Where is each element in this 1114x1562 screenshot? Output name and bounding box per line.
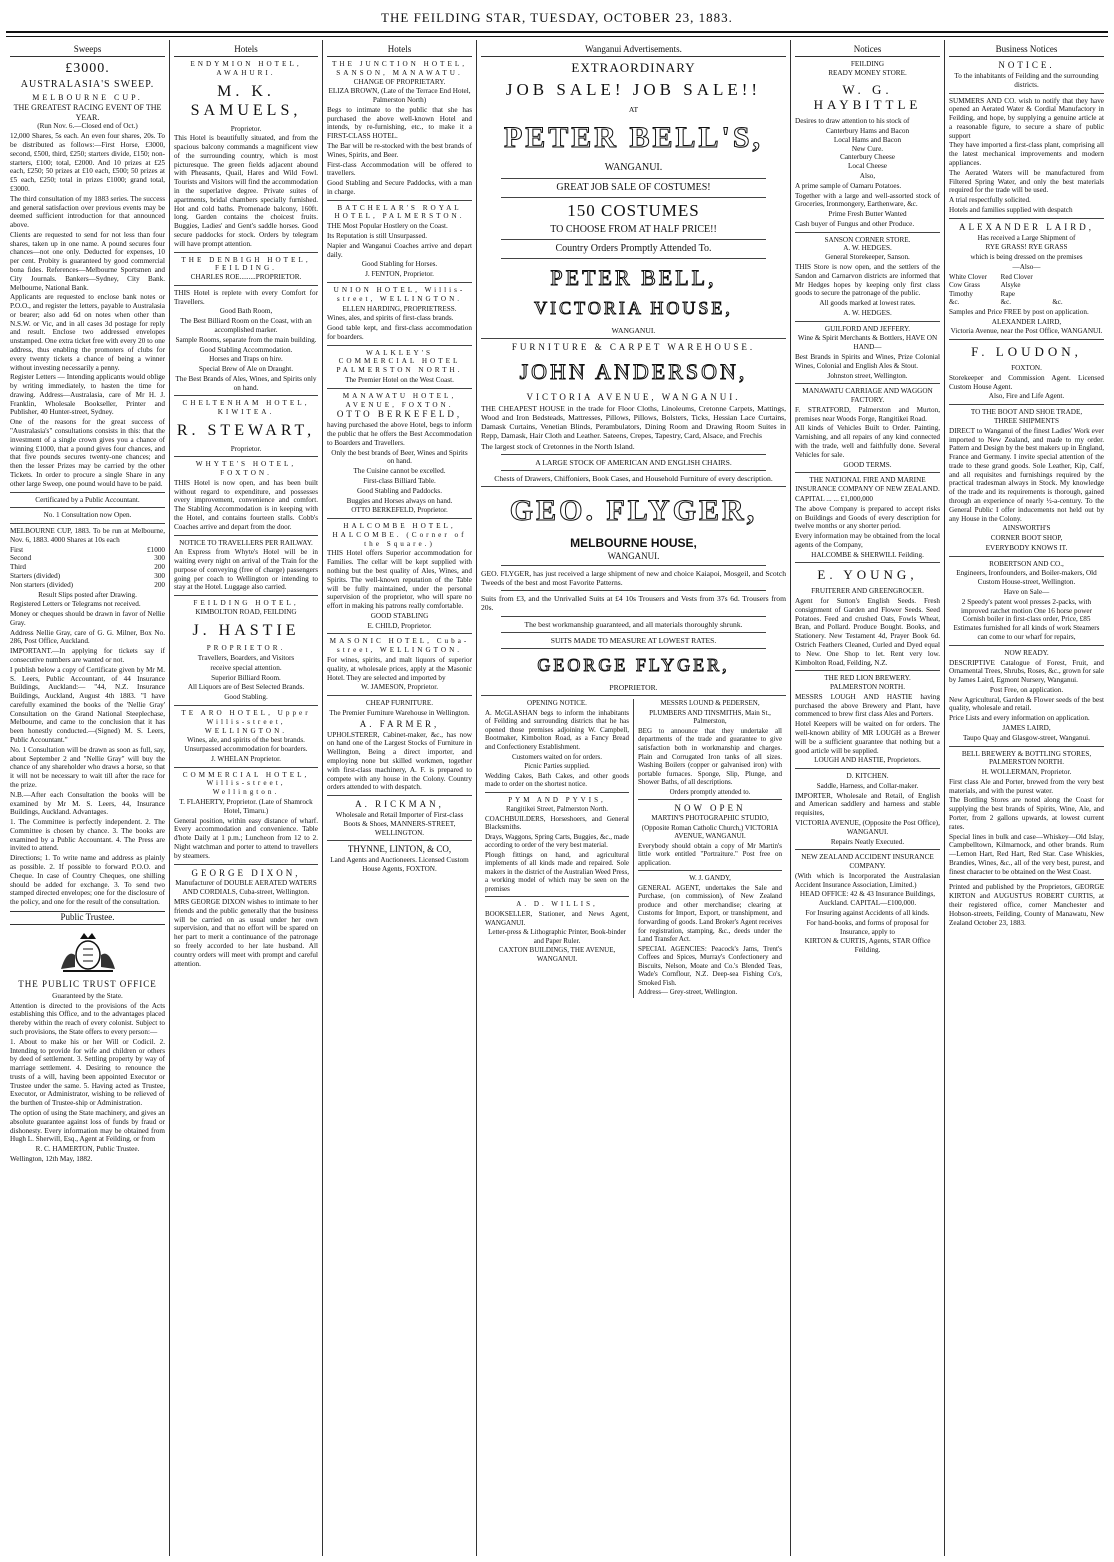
red-lion-brewery: THE RED LION BREWERY. [824,674,911,683]
boot-shoe-trade: TO THE BOOT AND SHOE TRADE, [970,408,1083,417]
union-hotel: UNION HOTEL, Willis-street, WELLINGTON. [333,285,466,303]
young-name: E. YOUNG, [817,567,918,583]
victoria-house: VICTORIA HOUSE, [534,297,733,318]
sweep-title: AUSTRALASIA'S SWEEP. [20,79,155,91]
masthead-rule [6,31,1108,33]
dixon-name: GEORGE DIXON, [191,867,301,878]
ready-money-store: READY MONEY STORE. [828,68,907,77]
column-business: Business Notices NOTICE. To the inhabitants of Feilding and the surrounding districts. SUMMERS AND CO. wish to notify that they have opened an Aerated Water & Cordial Manufactory in Feilding, and hope, by supplying a genuine article at a reasonable figure, to secure a share of public support They have imported a first-class plant, comprising all the latest mechanical improvements and modern appliances. The Aerated Waters will be manufactured from Filtered Spring Water, and only the best materials required for the trade will be used. A trial respectfully solicited. Hotels and families supplied with despatch ALEXANDER LAIRD, Has received a Large Shipment of RYE GRASS! RYE GRASS which is being dressed on the premises —Also— White Clover Red Clover Cow Grass Alsyke Timothy Rape &c. &c. &c. Samples and Price FREE by post on application. ALEXANDER LAIRD, Victoria Avenue, near the Post Office, WANGANUI. F. LOUDON, FOXTON. Storekeeper and Commission Agent. Licensed Custom House Agent. Also, Fire and Life Agent. TO THE BOOT AND SHOE TRADE, THREE SHIPMENTS DIRECT to Wanganui of the finest Ladies' Work ever imported to New Zealand, and made to my order. Pattern and Design by the best makers up in England, France and Germany. I invite special attention of the trade to these grand goods. Sole Leather, Kip, Calf, and all requisites and furnishings required by the practical tradesman always in Stock. My knowledge of the trade and its requirements is thorough, gained through an experience of nearly ½-a-century. To the General Public I offer inducements not held out by any House in the Colony. AINSWORTH'S CORNER BOOT SHOP, EVERYBODY KNOWS IT. ROBERTSON AND CO., Engineers, Ironfounders, and Boiler-makers, Old Custom House-street, Wellington. Have on Sale— 2 Speedy's patent wool presses 2-packs, with improved ratchet motion One 16 horse power Cornish boiler in first-class order, Price, £85 Estimates furnished for all kinds of work Steamers can come to our wharf for repairs, NOW READY. DESCRIPTIVE Catalogue of Forest, Fruit, and Ornamental Trees, Shrubs, Roses, &c., grown for sale by James Laird, Egmont Nursery, Wanganui. Post Free, on application. New Agricultural, Garden & Flower seeds of the best quality, wholesale and retail. Price Lists and every information on application. JAMES LAIRD, Taupo Quay and Glasgow-street, Wanganui. BELL BREWERY & BOTTLING STORES, PALMERSTON NORTH. H. WOLLERMAN, Proprietor. First class Ale and Porter, brewed from the very best materials, and with the purest water. The Bottling Stores are noted along the Coast for supplying the best brands of Spirits, Wine, Ale, and Porter, from 2 gallons upwards, at lowest current rates. Special lines in bulk and case—Whiskey—Old Islay, Campbelltown, Kilmarnock, and other brands. Rum —Lemon Hart, Red Hart, Red Star. Case Whiskies, Brandies, Wines, &c., all of the very best, purest, and finest character to be obtained on the West Coast. Printed and published by the Proprietors, GEORGE KIRTON and AUGUSTUS ROBERT CURTIS, at their registered office, corner Manchester and Hobson-streets, Feilding, County of Manawatu, New Zealand October 23, 1883. [949,44,1104,927]
george-flyger: GEORGE FLYGER, [537,655,730,676]
stewart-name: R. STEWART, [176,422,316,439]
gandy-name: W. J. GANDY, [689,874,731,883]
martins-studio: MARTIN'S PHOTOGRAPHIC STUDIO, [651,814,769,823]
address-note: Address Nellie Gray, care of G. G. Milner, Box No. 286, Post Office, Auckland. [10,628,165,646]
masonic-hotel: MASONIC HOTEL, Cuba-street, WELLINGTON. [329,637,470,655]
nz-accident-insurance: NEW ZEALAND ACCIDENT INSURANCE COMPANY. [801,853,934,871]
national-fire-insurance: THE NATIONAL FIRE AND MARINE INSURANCE COMPANY OF NEW ZEALAND. [795,476,940,494]
certified: Certificated by a Public Accountant. [35,495,140,504]
notice-title: NOTICE. [998,59,1055,70]
great-job-sale: GREAT JOB SALE OF COSTUMES! [556,181,711,193]
furniture-warehouse: FURNITURE & CARPET WAREHOUSE. [511,341,756,352]
laird-name: ALEXANDER LAIRD, [959,221,1094,232]
public-trust-sign: R. C. HAMERTON, Public Trustee. [35,1145,140,1154]
carriage-factory: MANAWATU CARRIAGE AND WAGGON FACTORY. [802,387,933,405]
berkefeld-name: OTTO BERKEFELD, [336,409,463,420]
denbigh-hotel: THE DENBIGH HOTEL, FEILDING. [181,255,311,273]
john-anderson: JOHN ANDERSON, [519,358,748,384]
advantages-text: 1. The Committee is perfectly independent. 2. The Committee is chosen by chance. 3. The books are examined by a Public Accountant. 4. The Press are invited to attend. [10,818,165,853]
registered-note: Registered Letters or Telegrams not received. [10,600,141,609]
loudon-name: F. LOUDON, [971,344,1082,360]
haybittle-items: Canterbury Hams and Bacon Local Hams and Bacon New Cure. Canterbury Cheese Local Cheese [825,127,910,171]
sweep-body: 12,000 Shares, 5s each. An even four shares, 20s. To be distributed as follows:—First Horse, £3000, second, £500, third, £250; starters divide, £150; non-starters, £100; total, £2000. And 10 prizes at £25 each, £250; 50 prizes at £10 each, £500; 50 prizes at £5 each, £250; total in prizes £1000; grand total, £3000. [10,132,165,193]
robertson-name: ROBERTSON AND CO., [989,559,1064,568]
public-trustee-header: Public Trustee. [10,911,165,925]
guilford-jeffery: GUILFORD AND JEFFERY. [824,324,911,333]
public-trust-date: Wellington, 12th May, 1882. [10,1154,93,1163]
sweep-cup: MELBOURNE CUP. [32,93,143,103]
sweep-body: Register Letters — Intending applicants would oblige by writing immediately, to hasten the time for drawing. Address—Australasia, care of Mr H. J. Franklin, Wholesale Bookseller, Printer and Publisher, 40 Hunter-street, Sydney. [10,373,165,417]
feilding-hotel: FEILDING HOTEL, [193,599,299,608]
nb-text: N.B.—After each Consultation the books will be examined by Mr M. S. Leers, 44, Insurance Buildings, Auckland. Advantages. [10,790,165,817]
certificate-text: I publish below a copy of Certificate given by Mr M. S. Leers, Public Accountant, of 44 Insurance Buildings, Auckland:— "44, N.Z. Insurance Buildings, Auckland, August 4th 1883. "I have carefully examined the books of the 'Nellie Gray' Consultation on the Grand National Steeplechase, Melbourne, and came to the conclusion that it has been honestly conducted.—(Signed) M. S. Leers, Public Accountant." [10,665,165,745]
public-trust-body: Attention is directed to the provisions of the Acts establishing this Office, and to the advantages placed thereby within the reach of every colonist. Subject to such provisions, the State offers to every person:— [10,1001,165,1036]
peter-bell: PETER BELL, [550,264,717,290]
batchelar-hotel: BATCHELAR'S ROYAL HOTEL, PALMERSTON. [334,203,465,221]
bell-brewery: BELL BREWERY & BOTTLING STORES, [961,749,1092,758]
peter-bells: PETER BELL'S, [503,120,764,154]
haybittle-name: W. G. HAYBITTLE [813,81,922,113]
right-subcolumn: MESSRS LOUND & PEDERSEN, PLUMBERS AND TINSMITHS, Main St., Palmerston, BEG to announce that they undertake all departments of the trade and guarantee to give satisfaction both in workmanship and charges. Plain and Corrugated Iron tanks of all sizes. Washing Boilers (copper or galvanised iron) with portable furnaces. Sponge, Slip, Plunge, and Shower Baths, of all descriptions. Orders promptly attended to. NOW OPEN MARTIN'S PHOTOGRAPHIC STUDIO, (Opposite Roman Catholic Church,) VICTORIA AVENUE, WANGANUI. Everybody should obtain a copy of Mr Martin's little work entitled "Portraiture." Post free on application. W. J. GANDY, GENERAL AGENT, undertakes the Sale and Purchase, (on commission), of New Zealand produce and other merchandise; clearing at Customs for Import, Export, or transhipment, and forwarding of goods. Land Broker's Agent receives for registration, stamping, &c., deeds under the Land Transfer Act. SPECIAL AGENCIES: Peacock's Jams, Trent's Coffees and Spices, Murray's Confectionery and Biscuits, Nelson, Moate and Co.'s Blended Teas, Wade's Cornflour, N.Z. Deep-sea Fishing Co's, Smoked Fish. Address— Grey-street, Wellington. [633,699,786,997]
sweep-run: (Run Nov. 6.—Closed end of Oct.) [37,122,138,131]
royal-crest-icon [53,929,123,975]
imprint: Printed and published by the Proprietors, GEORGE KIRTON and AUGUSTUS ROBERT CURTIS, at their registered office, corner Manchester and Hobson-streets, Feilding, County of Manawatu, New Zealand October 23, 1883. [949,883,1104,927]
melbourne-cup-notice: MELBOURNE CUP, 1883. To be run at Melbourne, Nov. 6, 1883. 4000 Shares at 10s each [10,527,165,544]
public-trust-list: 1. About to make his or her Will or Codicil. 2. Intending to provide for wife and children or others by deed of settlement. 3. Settling property by way of marriage settlement. 4. Desiring to renounce the trusts of a will, having been appointed Executor or Trustee under the same. 5. Having acted as Trustee, Executor, or Administrator, wishing to be relieved of the burthen of Trustee-ship or Administration. [10,1037,165,1108]
cheap-furniture: CHEAP FURNITURE. [365,699,434,708]
samuels-name: M. K. SAMUELS, [190,82,302,120]
commercial-hotel: COMMERCIAL HOTEL, Willis-street, Wellington. [182,770,310,797]
column-wanganui: Wanganui Advertisements. EXTRAORDINARY JOB SALE! JOB SALE!! AT PETER BELL'S, WANGANUI. GREAT JOB SALE OF COSTUMES! 150 COSTUMES TO CHOOSE FROM AT HALF PRICE!! Country Orders Promptly Attended To. PETER BELL, VICTORIA HOUSE, WANGANUI. FURNITURE & CARPET WAREHOUSE. JOHN ANDERSON, VICTORIA AVENUE, WANGANUI. THE CHEAPEST HOUSE in the trade for Floor Cloths, Linoleums, Cretonne Carpets, Mattings, Wood and Iron Bedsteads, Mattresses, Pillows, Pillows, Bolsters, Ticks, Hessian Lace Curtains, Damask Curtains, Venetian Blinds, Perambulators, Dining Room and Drawing Room Suites in Repp, Damask, Hair Cloth and Leather. Sateens, Crepes, Tapestry, Card, Alsace, and Frechis The largest stock of Cretonnes in the North Island. A LARGE STOCK OF AMERICAN AND ENGLISH CHAIRS. Chests of Drawers, Chiffoniers, Book Cases, and Household Furniture of every description. GEO. FLYGER, MELBOURNE HOUSE, WANGANUI. GEO. FLYGER, has just received a large shipment of new and choice Kaiapoi, Mosgeil, and Scotch Tweeds of the best and most Favorite Patterns. Suits from £3, and the Unrivalled Suits at £4 10s Trousers and Vests from 37s 6d. Trousers from 20s. The best workmanship guaranteed, and all materials thoroughly shrunk. SUITS MADE TO MEASURE AT LOWEST RATES. GEORGE FLYGER, PROPRIETOR. OPENING NOTICE. A. McGLASHAN begs to inform the inhabitants of Feilding and surrounding districts that he has opened those premises adjoining W. Campbell, Bootmaker, Kimbolton Road, as a Fancy Bread and Confectionery Establishment. Customers waited on for orders. Picnic Parties supplied. Wedding Cakes, Bath Cakes, and other goods made to order on the shortest notice. PYM AND PYVIS, Rangitikei Street, Palmerston North. COACHBUILDERS, Horseshoers, and General Blacksmiths. Drays, Waggons, Spring Carts, Buggies, &c., made according to order of the very best material. Plough fittings on hand, and agricultural implements of all kinds made and repaired. Sole makers in the district of the Australian Weed Press, a working model of which may be seen on the premises A. D. WILLIS, BOOKSELLER, Stationer, and News Agent, WANGANUI. Letter-press & Lithographic Printer, Book-binder and Paper Ruler. CAXTON BUILDINGS, THE AVENUE, WANGANUI. MESSRS LOUND & PEDERSEN, PLUMBERS AND TINSMITHS, Main St., Palmerston, BEG to announce that they undertake all departments of the trade and guarantee to give satisfaction both in workmanship and charges. Plain and Corrugated Iron tanks of all sizes. Washing Boilers (copper or galvanised iron) with portable furnaces. Sponge, Slip, Plunge, and Shower Baths, of all descriptions. Orders promptly attended to. NOW OPEN MARTIN'S PHOTOGRAPHIC STUDIO, (Opposite Roman Catholic Church,) VICTORIA AVENUE, WANGANUI. Everybody should obtain a copy of Mr Martin's little work entitled "Portraiture." Post free on application. W. J. GANDY, GENERAL AGENT, undertakes the Sale and Purchase, (on commission), of New Zealand produce and other merchandise; clearing at Customs for Import, Export, or transhipment, and forwarding of goods. Land Broker's Agent receives for registration, stamping, &c., deeds under the Land Transfer Act. SPECIAL AGENCIES: Peacock's Jams, Trent's Coffees and Spices, Murray's Confectionery and Biscuits, Nelson, Moate and Co.'s Blended Teas, Wade's Cornflour, N.Z. Deep-sea Fishing Co's, Smoked Fish. Address— Grey-street, Wellington. [481,44,786,997]
consultation-text: No. 1 Consultation will be drawn as soon as full, say, about September 2 and "Nellie Gray" will buy the chance of any shareholder who draws a horse, so that it will not be necessary to wait till after the race for the prize. [10,745,165,789]
masthead-rule-thin [6,36,1108,37]
consultation-open: No. 1 Consultation now Open. [43,511,132,520]
public-trust-title: THE PUBLIC TRUST OFFICE [18,978,157,989]
sweep-body: One of the reasons for the great success of "Australasia's" consultations consists in this: that the investment of a single crown gives you a chance of winning £1000, that a pound gives four chances, and that five pounds secures twenty-one chances; and then the lesser Prizes may be carried by the other Tickets. In order to procure a single Share in any other large Sweep, one pound would have to be paid. [10,418,165,488]
prize-list: First £1000 Second 300 Third 200 Starters (divided) 300 Non starters (divided) 200 [10,545,165,589]
sweep-event: THE GREATEST RACING EVENT OF THE YEAR. [13,102,162,122]
column-hotels-2: Hotels THE JUNCTION HOTEL, SANSON, MANAWATU. CHANGE OF PROPRIETARY. ELIZA BROWN, (Late of the Terrace End Hotel, Palmerston North) Begs to intimate to the public that she has purchased the above well-known Hotel and intends, by re-furnishing, etc., to make it a FIRST-CLASS HOTEL. The Bar will be re-stocked with the best brands of Wines, Spirits, and Beer. First-class Accommodation will be offered to travellers. Good Stabling and Secure Paddocks, with a man in charge. BATCHELAR'S ROYAL HOTEL, PALMERSTON. THE Most Popular Hostlery on the Coast. Its Reputation is still Unsurpassed. Napier and Wanganui Coaches arrive and depart daily. Good Stabling for Horses. J. FENTON, Proprietor. UNION HOTEL, Willis-street, WELLINGTON. ELLEN HARDING, PROPRIETRESS. Wines, ales, and spirits of first-class brands. Good table kept, and first-class accommodation for boarders. WALKLEY'S COMMERCIAL HOTEL PALMERSTON NORTH. The Premier Hotel on the West Coast. MANAWATU HOTEL, AVENUE, FOXTON. OTTO BERKEFELD, having purchased the above Hotel, begs to inform the public that he offers the Best Accommodation to Boarders and Travellers. Only the best brands of Beer, Wines and Spirits on hand. The Cuisine cannot be excelled. First-class Billiard Table. Good Stabling and Paddocks. Buggies and Horses always on hand. OTTO BERKEFELD, Proprietor. HALCOMBE HOTEL, HALCOMBE. (Corner of the Square.) THIS Hotel offers Superior accommodation for Families. The cellar will be kept supplied with nothing but the best quality of Ales, Wines, and Spirits. The well-known reputation of the Table will be fully maintained, under the personal supervision of the proprietor, who will spare no effort in making his patrons really comfortable. GOOD STABLING E. CHILD, Proprietor. MASONIC HOTEL, Cuba-street, WELLINGTON. For wines, spirits, and malt liquors of superior quality, at wholesale prices, apply at the Masonic Hotel. They are selected and imported by W. JAMESON, Proprietor. CHEAP FURNITURE. The Premier Furniture Warehouse in Wellington. A. FARMER, UPHOLSTERER, Cabinet-maker, &c., has now on hand one of the Largest Stocks of Furniture in Wellington, Being a direct importer, and employing none but skilled workmen, together with first-class machinery, A. F. is prepared to compete with any house in the Colony. Country orders attended to with despatch. A. RICKMAN, Wholesale and Retail Importer of First-class Boots & Shoes, MANNERS-STREET, WELLINGTON. THYNNE, LINTON, & CO, Land Agents and Auctioneers. Licensed Custom House Agents, FOXTON. [327,44,472,874]
column-header: Hotels [327,44,472,57]
job-sale: JOB SALE! JOB SALE!! [505,79,762,99]
sweep-body: Applicants are requested to enclose bank notes or P.O.O., and register the letters, payable to Australasia or bearer; also add 6d on notes when other than N.S.W. or Vic, and in all cases 3d postage for reply and result. Enclose two addressed envelopes unstamped. One extra ticket free with every 20 to one address, thus enabling the promoters of clubs for every twenty tickets a chance of being a winner without investing necessarily a penny. [10,293,165,372]
thynne-name: THYNNE, LINTON, & CO, [347,844,452,855]
sweep-body: Clients are requested to send for not less than four shares, taken up in one name. A pound secures four chances—not one only. Deducted for expenses, 10 per cent. Probity is guaranteed by good commercial bona fides. References—Melbourne Sportsmen and City Journals. Bankers—Sydney, City Bank. Melbourne, National Bank. [10,230,165,292]
whytes-hotel: WHYTE'S HOTEL, FOXTON. [195,460,297,478]
endymion-hotel: ENDYMION HOTEL, AWAHURI. [190,59,302,77]
column-header: Business Notices [949,44,1104,57]
junction-hotel: THE JUNCTION HOTEL, SANSON, MANAWATU. [331,59,468,77]
public-trust-option: The option of using the State machinery, and gives an absolute guarantee against loss of funds by fraud or dishonesty. Every information may be obtained from Hugh L. Sherwill, Esq., Agent at Feilding, or from [10,1108,165,1144]
kitchen-name: D. KITCHEN. [846,772,889,781]
costumes-150: 150 COSTUMES [567,200,700,220]
sweep-body: The third consultation of my 1883 series. The success and general satisfaction over previous events may be deemed sufficient introduction for that announced above. [10,194,165,230]
directions-text: Directions; 1. To write name and address as plainly as possible. 2. If possible to forward P.O.O. and Cheque. In case of Country Cheques, one shilling should be added for exchange. 3. To send two stamped directed envelopes; one for the disclosure of the policy, and one for the result of the consultation. [10,854,165,907]
pym-pyvis: PYM AND PYVIS, [508,795,606,804]
important-note: IMPORTANT.—In applying for tickets say if consecutive numbers are wanted or not. [10,647,165,665]
sub-columns [481,699,786,997]
left-subcolumn: OPENING NOTICE. A. McGLASHAN begs to inform the inhabitants of Feilding and surrounding districts that he has opened those premises adjoining W. Campbell, Bootmaker, Kimbolton Road, as a Fancy Bread and Confectionery Establishment. Customers waited on for orders. Picnic Parties supplied. Wedding Cakes, Bath Cakes, and other goods made to order on the shortest notice. PYM AND PYVIS, Rangitikei Street, Palmerston North. COACHBUILDERS, Horseshoers, and General Blacksmiths. Drays, Waggons, Spring Carts, Buggies, &c., made according to order of the very best material. Plough fittings on hand, and agricultural implements of all kinds made and repaired. Sole makers in the district of the Australian Weed Press, a working model of which may be seen on the premises A. D. WILLIS, BOOKSELLER, Stationer, and News Agent, WANGANUI. Letter-press & Lithographic Printer, Book-binder and Paper Ruler. CAXTON BUILDINGS, THE AVENUE, WANGANUI. [485,699,629,963]
column-sweeps [6,44,169,1556]
money-note: Money or cheques should be drawn in favor of Nellie Gray. [10,610,165,627]
sweep-amount: £3000. [65,60,110,76]
result-note: Result Slips posted after Drawing. [38,590,137,599]
walkley-hotel: WALKLEY'S COMMERCIAL HOTEL PALMERSTON NORTH. [336,348,463,375]
public-trust-guarantee: Guaranteed by the State. [52,991,123,1000]
rickman-name: A. RICKMAN, [355,799,444,810]
geo-flyger: GEO. FLYGER, [509,494,758,528]
seed-list: White Clover Red Clover Cow Grass Alsyke Timothy Rape &c. &c. &c. [949,272,1063,307]
column-hotels-1: Hotels ENDYMION HOTEL, AWAHURI. M. K. SAMUELS, Proprietor. This Hotel is beautifully situated, and from the spacious balcony commands a magnificent view of the surrounding country, which is most picturesque. The green fields adjacent abound with Pheasants, Quail, Hares and Wild Fowl. Tourists and Visitors will find the accommodation in the superlative degree. Private suites of apartments, bridal chambers specially furnished. Hot and cold baths. Promenade balcony, 160ft. long. Garden contains the choicest fruits. Buggies, Ladies' and Gent's saddle horses. Good secure paddocks for stock. Orders by telegram will have prompt attention. THE DENBIGH HOTEL, FEILDING. CHARLES ROE.........PROPRIETOR. THIS Hotel is replete with every Comfort for Travellers. Good Bath Room, The Best Billiard Room on the Coast, with an accomplished marker. Sample Rooms, separate from the main building. Good Stabling Accommodation. Horses and Traps on hire. Special Brew of Ale on Draught. The Best Brands of Ales, Wines, and Spirits only on hand. CHELTENHAM HOTEL, KIWITEA. R. STEWART, Proprietor. WHYTE'S HOTEL, FOXTON. THIS Hotel is now open, and has been built without regard to expenditure, and possesses every improvement, convenience and comfort. The Stabling Accommodation is in keeping with the Hotel, and contains fourteen stalls. Cobb's Coaches arrive and depart from the door. NOTICE TO TRAVELLERS PER RAILWAY. An Express from Whyte's Hotel will be in waiting every night on arrival of the Train for the purpose of conveying (free of charge) passengers going per coach to Wellington or intending to stay at the Hotel. Luggage also carried. FEILDING HOTEL, KIMBOLTON ROAD, FEILDING J. HASTIE PROPRIETOR. Travellers, Boarders, and Visitors receive special attention. Superior Billiard Room. All Liquors are of Best Selected Brands. Good Stabling. TE ARO HOTEL, Upper Willis-street, WELLINGTON. Wines, ale, and spirits of the best brands. Unsurpassed accommodation for boarders. J. WHELAN Proprietor. COMMERCIAL HOTEL, Willis-street, Wellington. T. FLAHERTY, Proprietor. (Late of Shamrock Hotel, Timaru.) General position, within easy distance of wharf. Every accommodation and convenience. Table d'hote Daily at 1 p.m.; Luncheon from 12 to 2. Night watchman and porter to attend to travellers by steamers. GEORGE DIXON, Manufacturer of DOUBLE AERATED WATERS AND CORDIALS, Cuba-street, Wellington. MRS GEORGE DIXON wishes to intimate to her friends and the public generally that the business will be carried on as usual under her own supervision, and that no effort will be spared on her part to merit a continuance of the patronage so freely accorded to her late husband. All country orders will meet with prompt and careful attention. [174,44,318,968]
halcombe-hotel: HALCOMBE HOTEL, HALCOMBE. (Corner of the Square.) [332,522,467,548]
melbourne-house: MELBOURNE HOUSE, [570,536,697,551]
hastie-name: J. HASTIE [192,621,300,639]
willis-name: A. D. WILLIS, [516,900,598,909]
extraordinary: EXTRAORDINARY [571,59,696,75]
sanson-corner-store: SANSON CORNER STORE. [824,235,911,244]
masthead: THE FEILDING STAR, TUESDAY, OCTOBER 23, 1883. [381,10,733,25]
te-aro-hotel: TE ARO HOTEL, Upper Willis-street, WELLINGTON. [181,709,311,735]
column-header: Sweeps [10,44,165,57]
column-header: Wanganui Advertisements. [481,44,786,57]
samuels-body: This Hotel is beautifully situated, and from the spacious balcony commands a magnificent view of the surrounding country, which is most picturesque. The green fields adjacent abound with Pheasants, Quail, Hares and Wild Fowl. Tourists and Visitors will find the accommodation in the superlative degree. Private suites of apartments, bridal chambers specially furnished. Hot and cold baths. Promenade balcony, 160ft. long. Garden contains the choicest fruits. Buggies, Ladies' and Gent's saddle horses. Good secure paddocks for stock. Orders by telegram will have prompt attention. [174,134,318,248]
farmer-name: A. FARMER, [359,718,440,729]
column-notices: Notices FEILDING READY MONEY STORE. W. G. HAYBITTLE Desires to draw attention to his stock of Canterbury Hams and Bacon Local Hams and Bacon New Cure. Canterbury Cheese Local Cheese Also, A prime sample of Oamaru Potatoes. Together with a large and well-assorted stock of Groceries, Ironmongery, Earthenware, &c. Prime Fresh Butter Wanted Cash buyer of Fungus and other Produce. SANSON CORNER STORE. A. W. HEDGES. General Storekeeper, Sanson. THIS Store is now open, and the settlers of the Sandon and Carnarvon districts are informed that Mr Hedges hopes by keeping only first class goods to secure the patronage of the public. All goods marked at lowest rates. A. W. HEDGES. GUILFORD AND JEFFERY. Wine & Spirit Merchants & Bottlers, HAVE ON HAND— Best Brands in Spirits and Wines, Prize Colonial Wines, Colonial and English Ales & Stout. Johnston street, Wellington. MANAWATU CARRIAGE AND WAGGON FACTORY. F. STRATFORD, Palmerston and Murton, premises near Woods Forge, Rangitikei Road. All kinds of Vehicles Built to Order. Painting, Varnishing, and all repairs of any kind connected with the trade, well and faithfully done. Several Vehicles for sale. GOOD TERMS. THE NATIONAL FIRE AND MARINE INSURANCE COMPANY OF NEW ZEALAND. CAPITAL ... ... £1,000,000 The above Company is prepared to accept risks on Buildings and Goods of every description for twelve months or any shorter period. Every information may be obtained from the local agents of the Company, HALCOMBE & SHERWILL Feilding. E. YOUNG, FRUITERER AND GREENGROCER. Agent for Sutton's English Seeds. Fresh consignment of Garden and Flower Seeds. Seed Potatoes. Feed and crushed Oats, Fowls Wheat, Bran, and Pollard. Produce Bought. Books, and Stationery. New Testament 4d, Prayer Book 6d. Ostrich Feathers Cleaned, Curled and Dyed equal to New. One Shop to let. Rent very low. Kimbolton Road, Feilding, N.Z. THE RED LION BREWERY. PALMERSTON NORTH. MESSRS LOUGH AND HASTIE having purchased the above Brewery and Plant, have commenced to brew first class Ales and Porters. Hotel Keepers will be waited on for orders. The well-known ability of MR LOUGH as a Brewer will be a sufficient guarantee that nothing but a good article will be supplied. LOUGH AND HASTIE, Proprietors. D. KITCHEN. Saddle, Harness, and Collar-maker. IMPORTER, Wholesale and Retail, of English and American saddlery and harness and stable requisites, VICTORIA AVENUE, (Opposite the Post Office), WANGANUI. Repairs Neatly Executed. NEW ZEALAND ACCIDENT INSURANCE COMPANY. (With which is Incorporated the Australasian Accident Insurance Association, Limited.) HEAD OFFICE: 42 & 43 Insurance Buildings, Auckland. CAPITAL—£100,000. For Insuring against Accidents of all kinds. For hand-books, and forms of proposal for Insurance, apply to KIRTON & CURTIS, Agents, STAR Office Feilding. [795,44,940,955]
manawatu-hotel: MANAWATU HOTEL, AVENUE, FOXTON. [342,391,457,409]
cheltenham-hotel: CHELTENHAM HOTEL, KIWITEA. [182,399,310,417]
column-header: Notices [795,44,940,57]
notice-travellers: NOTICE TO TRAVELLERS PER RAILWAY. [179,538,313,547]
column-header: Hotels [174,44,318,57]
